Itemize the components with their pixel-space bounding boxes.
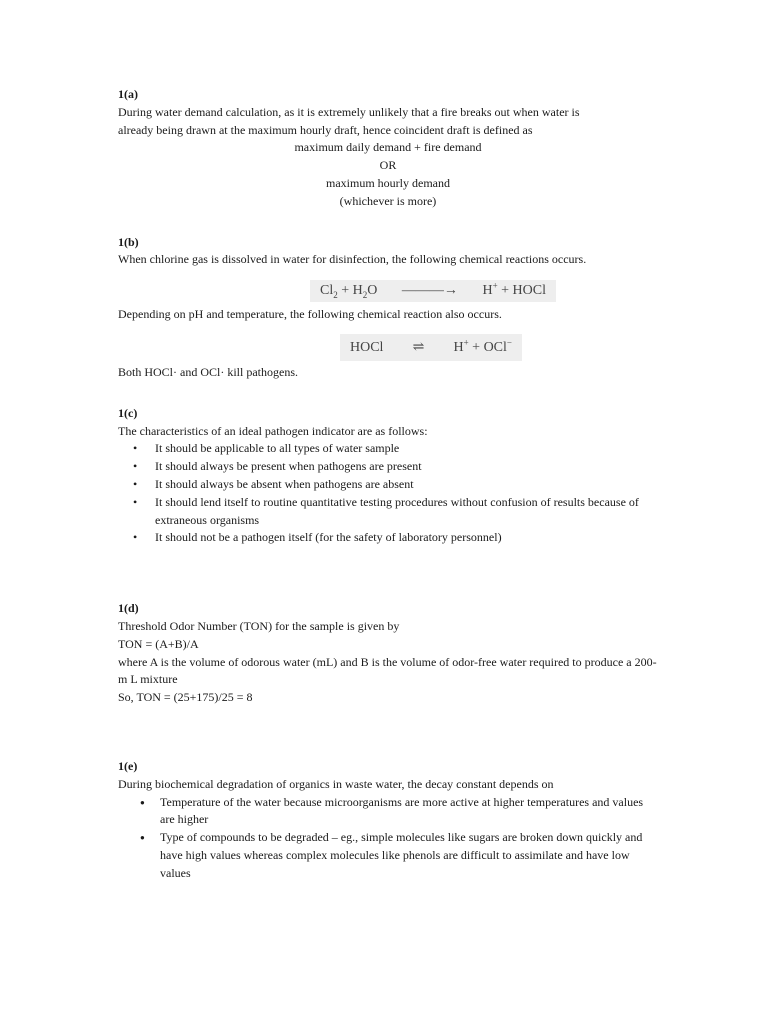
document-page [118,86,658,883]
equation-products: H+ + OCl− [453,336,512,355]
option-hourly: maximum hourly demand [326,175,450,190]
equation-reactants: $Cl_2 + H_2O$ [320,283,378,301]
chlorine-hydrolysis-equation [310,280,556,302]
section-heading: 1(e) [118,758,138,773]
paragraph-line: During water demand calculation, as it is extremely unlikely that a fire breaks out when water is [118,104,580,119]
paragraph-line: already being drawn at the maximum hourly draft, hence coincident draft is defined as [118,122,533,137]
section-1e [118,758,658,883]
list-item: • It should not be a pathogen itself (for the safety of laboratory personnel) [118,529,658,547]
option-whichever: (whichever is more) [339,193,437,208]
section-1c [118,405,658,547]
equilibrium-arrow-icon: ⇌ [412,339,425,355]
section-heading: 1(a) [118,87,138,101]
result-line: So, TON = (25+175)/25 = 8 [118,690,253,705]
list-item: • It should lend itself to routine quantitative testing procedures without confusion of results because of extraneous organisms [118,494,658,530]
list-item: • It should always be absent when pathogens are absent [118,476,658,494]
hypochlorous-dissociation-equation [340,334,522,361]
section-heading: 1(b) [118,234,139,249]
list-item: • It should always be present when pathogens are present [118,458,658,476]
paragraph-line: During biochemical degradation of organics in waste water, the decay constant depends on [118,776,554,791]
reaction-arrow-icon: ———→ [401,283,458,299]
indicator-characteristics-list [118,440,658,547]
formula-line: TON = (A+B)/A [118,636,199,651]
option-or: OR [379,158,397,173]
list-item: • It should be applicable to all types of water sample [118,440,658,458]
section-heading: 1(c) [118,405,138,420]
decay-factors-list [118,794,658,883]
list-item: ● Type of compounds to be degraded – eg., simple molecules like sugars are broken down quickly and have high values whereas complex molecules like phenols are difficult to assimilate and have low values [118,829,658,882]
paragraph-line: where A is the volume of odorous water (mL) and B is the volume of odor-free water required to produce a 200-m L mixture [118,654,657,687]
equation-reactants: HOCl [350,339,384,355]
paragraph-line: Depending on pH and temperature, the following chemical reaction also occurs. [118,307,502,322]
section-1a [118,86,658,211]
paragraph-line: The characteristics of an ideal pathogen indicator are as follows: [118,423,428,438]
section-1b [118,234,658,382]
section-1d [118,600,658,707]
equation-products: H+ + HOCl [482,280,546,299]
option-daily-fire: maximum daily demand + fire demand [294,140,482,155]
section-heading: 1(d) [118,601,139,616]
paragraph-line: When chlorine gas is dissolved in water for disinfection, the following chemical reactions occurs. [118,252,587,267]
list-item: ● Temperature of the water because microorganisms are more active at higher temperatures and values are higher [118,794,658,830]
paragraph-line: Threshold Odor Number (TON) for the sample is given by [118,618,400,633]
paragraph-line: Both HOCl· and OCl· kill pathogens. [118,364,298,379]
